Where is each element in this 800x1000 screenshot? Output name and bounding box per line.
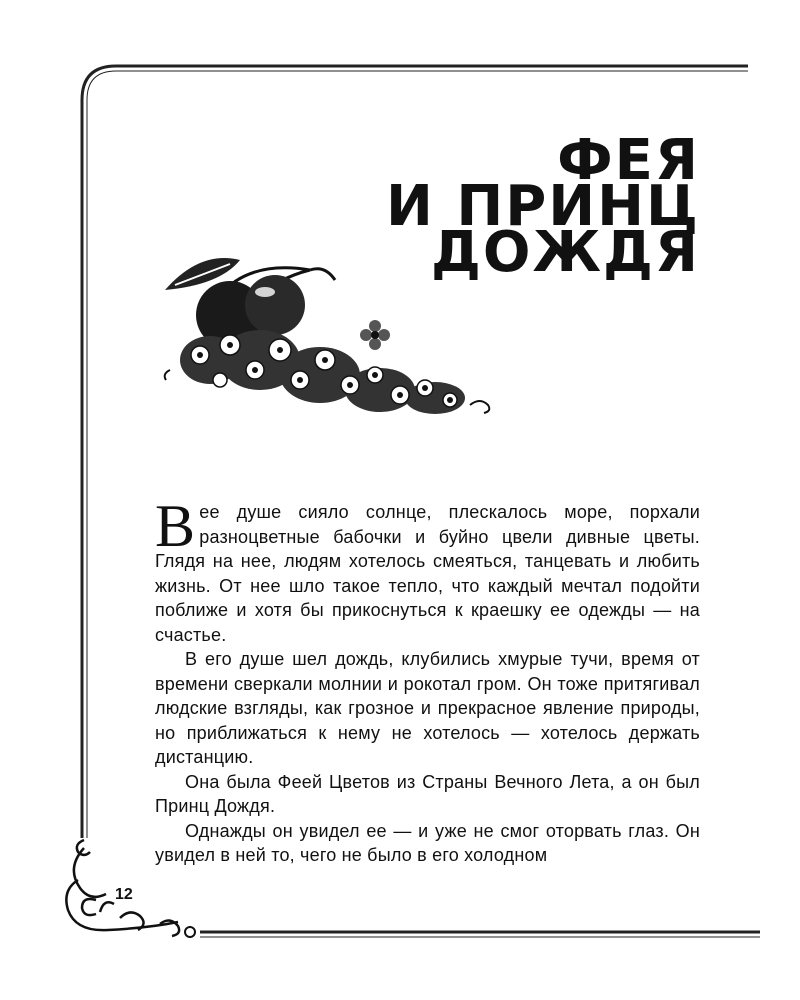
paragraph-4: Однажды он увидел ее — и уже не смог оторвать глаз. Он увидел в ней то, чего не было в его холодном: [155, 820, 700, 865]
cherries-flowers-illustration: [150, 240, 510, 440]
title-line-1: ФЕЯ: [557, 128, 700, 193]
paragraph-2: В его душе шел дождь, клубились хмурые тучи, время от времени сверкали молнии и рокотал гром. Он тоже притягивал людские взгляды, как грозное и прекрасное явление природы, но приближаться к нему не хотелось — хотелось держать дистанцию.: [155, 649, 700, 767]
title-line-3: ДОЖДЯ: [430, 220, 700, 285]
drop-cap: В: [155, 493, 196, 559]
page-number: 12: [115, 886, 133, 903]
chapter-text: [155, 493, 700, 868]
paragraph-1: [155, 493, 700, 647]
title-line-2: И ПРИНЦ: [386, 174, 700, 239]
paragraph-3: Она была Феей Цветов из Страны Вечного Лета, а он был Принц Дождя.: [155, 771, 700, 816]
paragraph-1-text: ее душе сияло солнце, плескалось море, порхали разноцветные бабочки и буйно цвели дивные цветы. Глядя на нее, людям хотелось смеяться, танцевать и любить жизнь. От нее шло такое тепло, что каждый мечтал подойти поближе и хотя бы прикоснуться к краешку ее одежды — на счастье.: [155, 502, 700, 645]
